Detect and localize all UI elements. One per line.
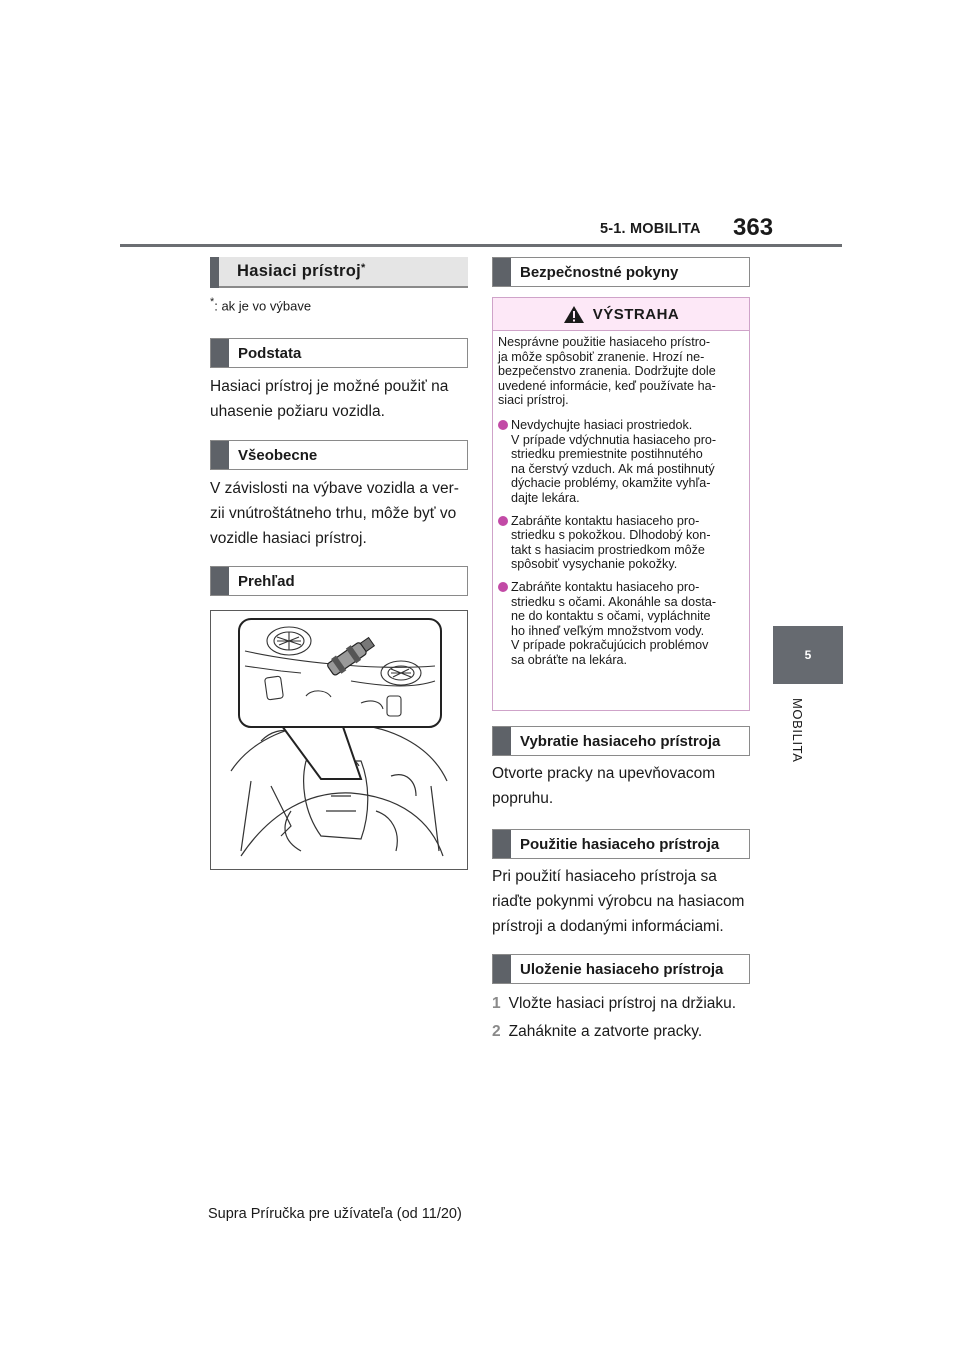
text-line: popruhu. bbox=[492, 790, 554, 807]
text-line: dajte lekára. bbox=[511, 490, 580, 505]
car-interior-drawing bbox=[211, 611, 467, 869]
bullet-icon bbox=[498, 582, 508, 592]
warning-item bbox=[498, 418, 744, 506]
text-line: prístroji a dodanými informáciami. bbox=[492, 918, 724, 935]
heading-vseobecne: Všeobecne bbox=[210, 440, 468, 470]
text-line: Zabráňte kontaktu hasiaceho pro- bbox=[511, 579, 700, 594]
section-title bbox=[210, 257, 468, 288]
warning-intro bbox=[498, 335, 744, 408]
chapter-tab: 5 bbox=[773, 626, 843, 684]
heading-podstata: Podstata bbox=[210, 338, 468, 368]
text-line: V prípade vdýchnutia hasiaceho pro- bbox=[511, 432, 717, 447]
text-line: vozidle hasiaci prístroj. bbox=[210, 530, 367, 547]
step-2 bbox=[492, 1019, 702, 1044]
text-line: Pri použití hasiaceho prístroja sa bbox=[492, 868, 717, 885]
warning-title: VÝSTRAHA bbox=[592, 305, 680, 323]
text-line: ho ihneď veľkým množstvom vody. bbox=[511, 623, 705, 638]
section-title-text: Hasiaci prístroj bbox=[237, 262, 362, 280]
text-line: sa obráťte na lekára. bbox=[511, 652, 628, 667]
remove-text bbox=[492, 761, 715, 811]
vseobecne-text bbox=[210, 476, 459, 551]
text-line: ja môže spôsobiť zranenie. Hrozí ne- bbox=[498, 349, 705, 364]
step-number: 2 bbox=[492, 1023, 501, 1040]
text-line: ne do kontaktu s očami, vypláchnite bbox=[511, 609, 711, 624]
warning-body bbox=[493, 331, 749, 667]
text-line: siaci prístroj. bbox=[498, 393, 569, 408]
footnote-text: : ak je vo výbave bbox=[214, 298, 312, 314]
warning-item bbox=[498, 580, 744, 668]
text-line: riaďte pokynmi výrobcu na hasiacom bbox=[492, 893, 745, 910]
step-1 bbox=[492, 991, 736, 1016]
footnote bbox=[210, 296, 311, 313]
text-line: bezpečenstvo zranenia. Dodržujte dole bbox=[498, 364, 716, 379]
page-number: 363 bbox=[733, 214, 774, 241]
bullet-icon bbox=[498, 420, 508, 430]
footnote-mark: * bbox=[210, 296, 215, 308]
text-line: V prípade pokračujúcich problémov bbox=[511, 638, 709, 653]
step-text: Vložte hasiaci prístroj na držiaku. bbox=[508, 995, 737, 1012]
warning-header bbox=[493, 298, 749, 331]
heading-prehlad: Prehľad bbox=[210, 566, 468, 596]
heading-safety: Bezpečnostné pokyny bbox=[492, 257, 750, 287]
text-line: striedku s pokožkou. Dlhodobý kon- bbox=[511, 528, 711, 543]
use-text bbox=[492, 864, 744, 939]
text-line: dýchacie problémy, okamžite vyhľa- bbox=[511, 476, 711, 491]
warning-box bbox=[492, 297, 750, 711]
text-line: V závislosti na výbave vozidla a ver- bbox=[210, 480, 459, 497]
text-line: Nevdychujte hasiaci prostriedok. bbox=[511, 417, 693, 432]
text-line: Zabráňte kontaktu hasiaceho pro- bbox=[511, 513, 700, 528]
text-line: uvedené informácie, keď používate ha- bbox=[498, 378, 716, 393]
bullet-icon bbox=[498, 516, 508, 526]
chapter-title: 5-1. MOBILITA bbox=[600, 221, 701, 237]
extinguisher-illustration bbox=[210, 610, 468, 870]
text-line: striedku s očami. Akonáhle sa dosta- bbox=[511, 594, 717, 609]
warning-triangle-icon bbox=[563, 305, 585, 324]
text-line: Hasiaci prístroj je možné použiť na bbox=[210, 378, 449, 395]
step-number: 1 bbox=[492, 995, 501, 1012]
heading-use: Použitie hasiaceho prístroja bbox=[492, 829, 750, 859]
text-line: takt s hasiacim prostriedkom môže bbox=[511, 542, 705, 557]
warning-item bbox=[498, 514, 744, 572]
chapter-tab-label: MOBILITA bbox=[790, 698, 805, 763]
step-text: Zaháknite a zatvorte pracky. bbox=[508, 1023, 703, 1040]
text-line: Nesprávne použitie hasiaceho prístro- bbox=[498, 335, 711, 349]
heading-store: Uloženie hasiaceho prístroja bbox=[492, 954, 750, 984]
text-line: striedku premiestnite postihnutého bbox=[511, 447, 703, 462]
header-rule bbox=[120, 244, 842, 247]
text-line: zii vnútroštátneho trhu, môže byť vo bbox=[210, 505, 457, 522]
text-line: spôsobiť vysychanie pokožky. bbox=[511, 557, 678, 572]
heading-remove: Vybratie hasiaceho prístroja bbox=[492, 726, 750, 756]
title-asterisk: * bbox=[361, 261, 366, 274]
text-line: uhasenie požiaru vozidla. bbox=[210, 403, 385, 420]
podstata-text bbox=[210, 374, 448, 424]
text-line: na čerstvý vzduch. Ak má postihnutý bbox=[511, 461, 715, 476]
text-line: Otvorte pracky na upevňovacom bbox=[492, 765, 716, 782]
footer: Supra Príručka pre užívateľa (od 11/20) bbox=[208, 1206, 462, 1222]
